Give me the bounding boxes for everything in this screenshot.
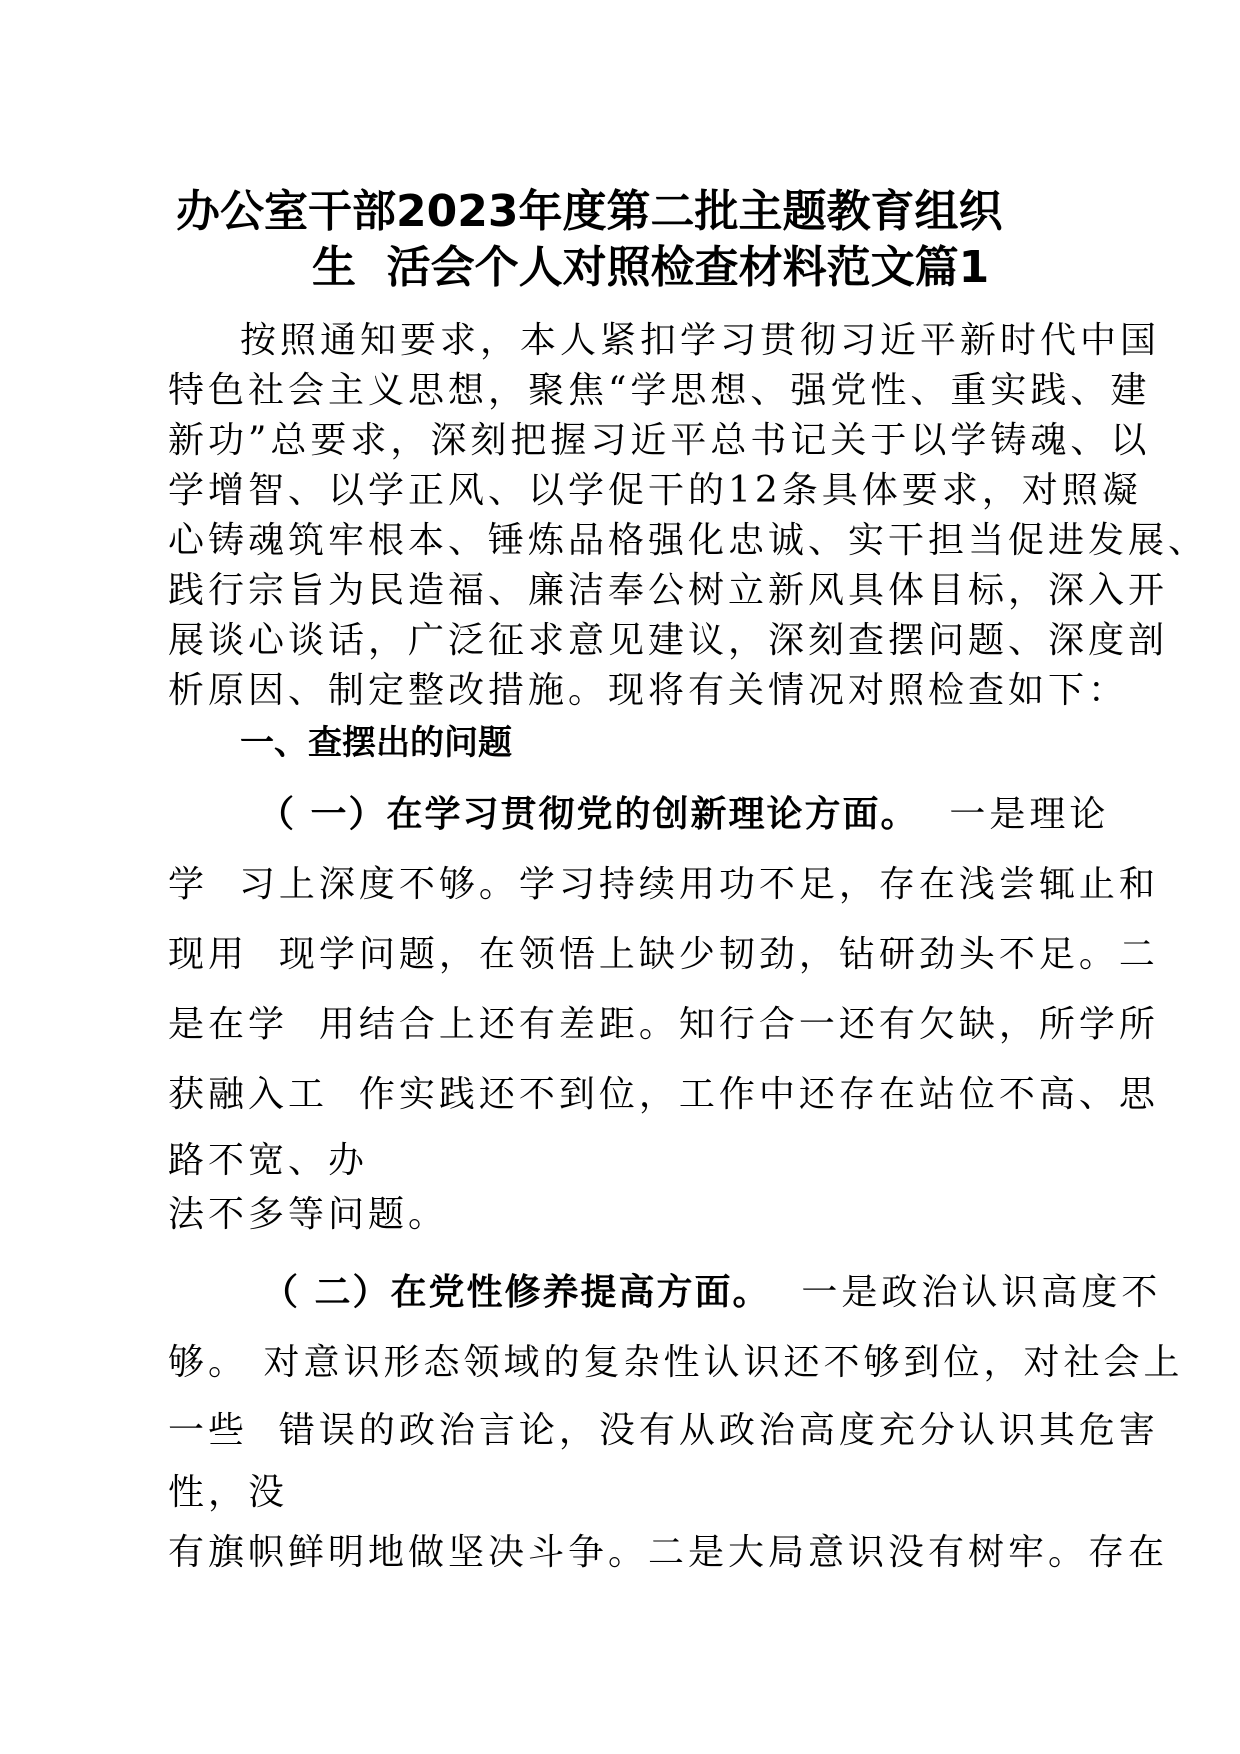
intro-line: 践行宗旨为民造福、廉洁奉公树立新风具体目标，深入开 — [168, 570, 1169, 611]
document-title-line-1: 办公室干部2023年度第二批主题教育组织 — [176, 186, 1003, 237]
paragraph-line: 路不宽、办 — [168, 1140, 369, 1181]
intro-line: 按照通知要求，本人紧扣学习贯彻习近平新时代中国 — [240, 320, 1161, 361]
intro-line: 特色社会主义思想，聚焦“学思想、强党性、重实践、建 — [168, 370, 1151, 411]
paragraph-line: 一些 错误的政治言论，没有从政治高度充分认识其危害 — [168, 1410, 1159, 1451]
paragraph-line: 学 习上深度不够。学习持续用功不足，存在浅尝辄止和 — [168, 864, 1159, 905]
paragraph-line: 性，没 — [168, 1472, 289, 1513]
intro-line: 新功”总要求，深刻把握习近平总书记关于以学铸魂、以 — [168, 420, 1151, 461]
subsection-first-line — [258, 790, 1178, 840]
subsection-heading: （ 二）在党性修养提高方面。 — [262, 1272, 771, 1313]
subsection-lead-text: 一是政治认识高度不 — [770, 1272, 1162, 1313]
paragraph-line: 是在学 用结合上还有差距。知行合一还有欠缺，所学所 — [168, 1004, 1159, 1045]
paragraph-line: 够。 对意识形态领域的复杂性认识还不够到位，对社会上 — [168, 1342, 1184, 1383]
paragraph-line: 法不多等问题。 — [168, 1194, 449, 1235]
intro-line: 展谈心谈话，广泛征求意见建议，深刻查摆问题、深度剖 — [168, 620, 1169, 661]
section-heading: 一、查摆出的问题 — [240, 723, 512, 763]
paragraph-line: 有旗帜鲜明地做坚决斗争。二是大局意识没有树牢。存在 — [168, 1532, 1169, 1573]
intro-line: 学增智、以学正风、以学促干的12条具体要求，对照凝 — [168, 470, 1142, 511]
paragraph-line: 获融入工 作实践还不到位，工作中还存在站位不高、思 — [168, 1074, 1159, 1115]
intro-line: 心铸魂筑牢根本、锤炼品格强化忠诚、实干担当促进发展、 — [168, 520, 1209, 561]
subsection-heading: （ 一）在学习贯彻党的创新理论方面。 — [258, 794, 919, 835]
subsection-first-line — [262, 1268, 1182, 1318]
paragraph-line: 现用 现学问题，在领悟上缺少韧劲，钻研劲头不足。二 — [168, 934, 1159, 975]
subsection-lead-text: 一是理论 — [918, 794, 1110, 835]
intro-line: 析原因、制定整改措施。现将有关情况对照检查如下： — [168, 670, 1129, 711]
document-title-line-2: 生 活会个人对照检查材料范文篇1 — [312, 242, 990, 293]
